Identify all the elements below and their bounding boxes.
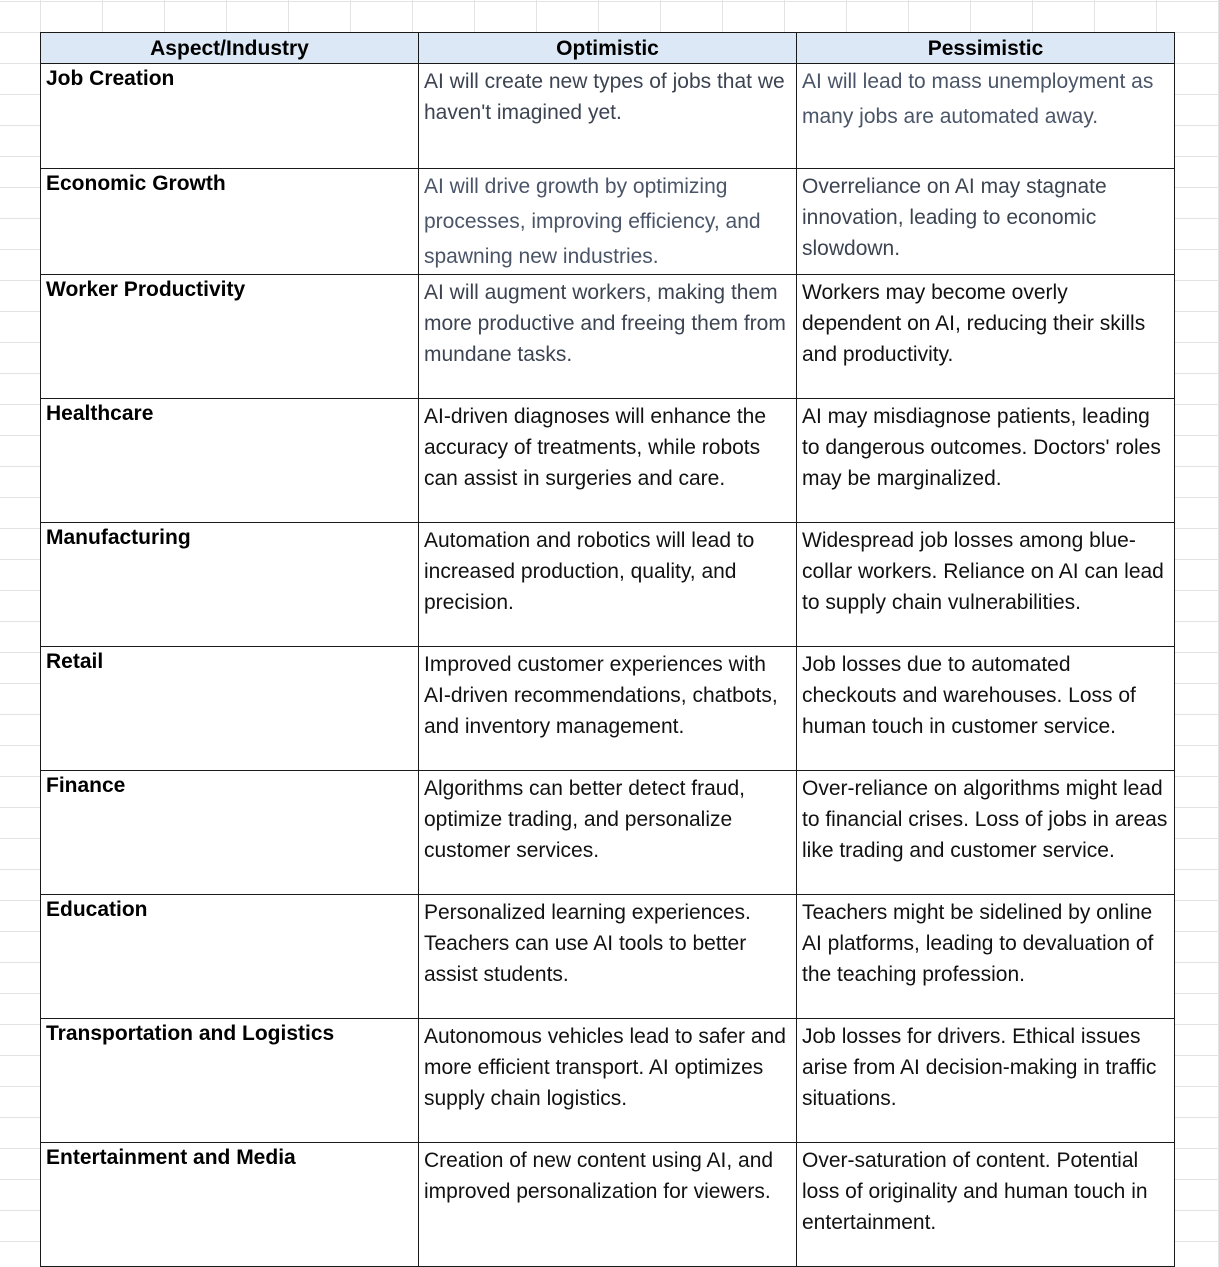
optimistic-cell[interactable]: Personalized learning experiences. Teachers can use AI tools to better assist students.	[419, 895, 797, 1019]
aspect-cell[interactable]: Education	[41, 895, 419, 1019]
aspect-cell[interactable]: Retail	[41, 647, 419, 771]
optimistic-cell[interactable]: AI will augment workers, making them more productive and freeing them from mundane tasks.	[419, 275, 797, 399]
pessimistic-cell[interactable]: Widespread job losses among blue-collar workers. Reliance on AI can lead to supply chain vulnerabilities.	[797, 523, 1175, 647]
optimistic-cell[interactable]: Autonomous vehicles lead to safer and more efficient transport. AI optimizes supply chain logistics.	[419, 1019, 797, 1143]
optimistic-cell[interactable]: AI will create new types of jobs that we haven't imagined yet.	[419, 64, 797, 169]
aspect-cell[interactable]: Economic Growth	[41, 169, 419, 275]
aspect-cell[interactable]: Manufacturing	[41, 523, 419, 647]
optimistic-cell[interactable]: Improved customer experiences with AI-driven recommendations, chatbots, and inventory management.	[419, 647, 797, 771]
header-pessimistic[interactable]: Pessimistic	[797, 33, 1175, 64]
table-row	[41, 169, 1175, 275]
table-row	[41, 523, 1175, 647]
table-row	[41, 275, 1175, 399]
optimistic-cell[interactable]: Creation of new content using AI, and improved personalization for viewers.	[419, 1143, 797, 1267]
pessimistic-cell[interactable]: Overreliance on AI may stagnate innovation, leading to economic slowdown.	[797, 169, 1175, 275]
table-row	[41, 64, 1175, 169]
pessimistic-cell[interactable]: Over-saturation of content. Potential loss of originality and human touch in entertainment.	[797, 1143, 1175, 1267]
table-row	[41, 895, 1175, 1019]
header-aspect[interactable]: Aspect/Industry	[41, 33, 419, 64]
aspect-cell[interactable]: Worker Productivity	[41, 275, 419, 399]
pessimistic-cell[interactable]: Job losses for drivers. Ethical issues arise from AI decision-making in traffic situations.	[797, 1019, 1175, 1143]
pessimistic-cell[interactable]: AI will lead to mass unemployment as many jobs are automated away.	[797, 64, 1175, 169]
optimistic-cell[interactable]: Automation and robotics will lead to increased production, quality, and precision.	[419, 523, 797, 647]
pessimistic-cell[interactable]: Teachers might be sidelined by online AI platforms, leading to devaluation of the teaching profession.	[797, 895, 1175, 1019]
table-row	[41, 1019, 1175, 1143]
table-row	[41, 1143, 1175, 1267]
pessimistic-cell[interactable]: Workers may become overly dependent on AI, reducing their skills and productivity.	[797, 275, 1175, 399]
table-row	[41, 647, 1175, 771]
table-row	[41, 771, 1175, 895]
aspect-cell[interactable]: Job Creation	[41, 64, 419, 169]
aspect-cell[interactable]: Entertainment and Media	[41, 1143, 419, 1267]
pessimistic-cell[interactable]: Over-reliance on algorithms might lead to financial crises. Loss of jobs in areas like trading and customer service.	[797, 771, 1175, 895]
aspect-cell[interactable]: Finance	[41, 771, 419, 895]
optimistic-cell[interactable]: AI will drive growth by optimizing processes, improving efficiency, and spawning new industries.	[419, 169, 797, 275]
optimistic-cell[interactable]: Algorithms can better detect fraud, optimize trading, and personalize customer services.	[419, 771, 797, 895]
table-row	[41, 399, 1175, 523]
comparison-table	[40, 32, 1175, 1267]
header-optimistic[interactable]: Optimistic	[419, 33, 797, 64]
pessimistic-cell[interactable]: Job losses due to automated checkouts and warehouses. Loss of human touch in customer service.	[797, 647, 1175, 771]
optimistic-cell[interactable]: AI-driven diagnoses will enhance the accuracy of treatments, while robots can assist in surgeries and care.	[419, 399, 797, 523]
aspect-cell[interactable]: Transportation and Logistics	[41, 1019, 419, 1143]
pessimistic-cell[interactable]: AI may misdiagnose patients, leading to dangerous outcomes. Doctors' roles may be marginalized.	[797, 399, 1175, 523]
aspect-cell[interactable]: Healthcare	[41, 399, 419, 523]
header-row	[41, 33, 1175, 64]
